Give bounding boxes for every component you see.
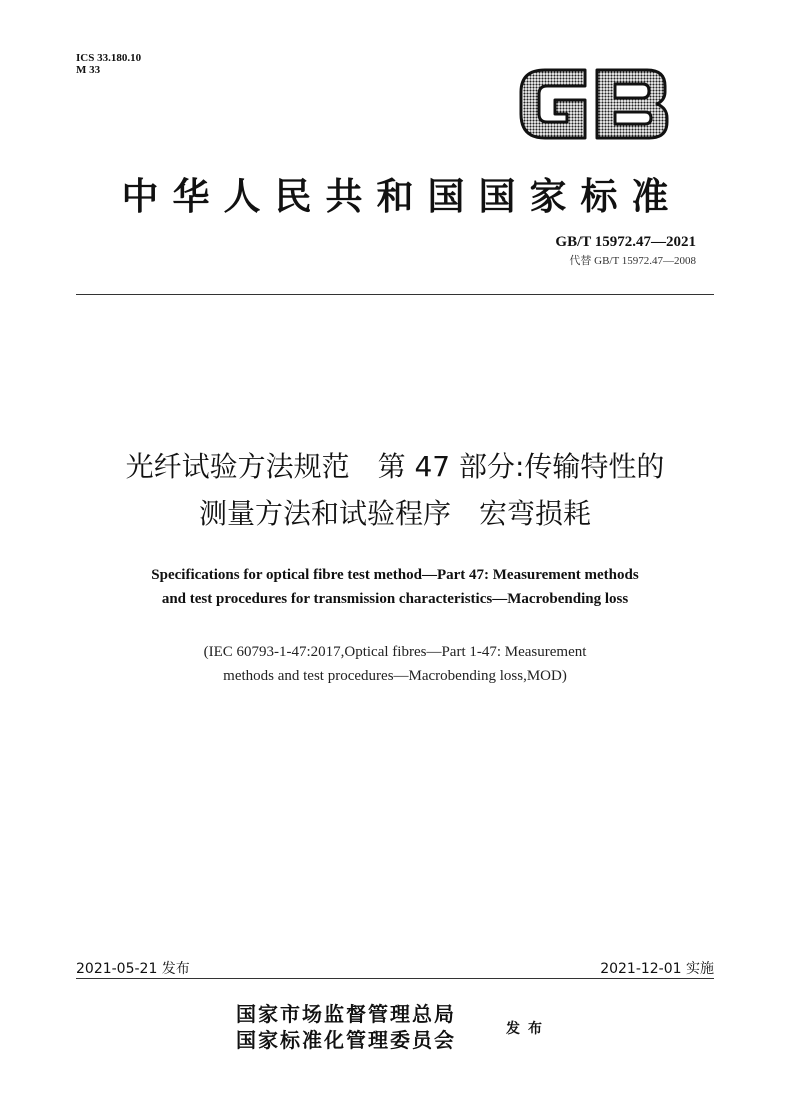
english-title-line-2: and test procedures for transmission characteristics—Macrobending loss: [161, 591, 629, 607]
iec-reference-line-1: (IEC 60793-1-47:2017,Optical fibres—Part 1-47: Measurement: [203, 644, 587, 660]
chinese-title: [0, 443, 790, 537]
ccs-code: M 33: [76, 64, 101, 76]
issue-date: 2021-05-21 发布: [76, 961, 190, 977]
gb-logo: [517, 62, 670, 144]
english-title: [0, 563, 790, 611]
iec-reference-line-2: methods and test procedures—Macrobending loss,MOD): [223, 668, 567, 684]
iec-reference: [0, 640, 790, 688]
chinese-title-line-1: 光纤试验方法规范 第 47 部分:传输特性的: [125, 450, 665, 483]
ics-code: ICS 33.180.10: [76, 52, 142, 64]
national-standard-title: 中华人民共和国国家标准: [121, 175, 683, 218]
replaces-standard: 代替 GB/T 15972.47—2008: [569, 255, 696, 267]
classification-codes: [76, 52, 141, 76]
publish-label: 发布: [506, 1021, 550, 1037]
issuer-samr: 国家市场监督管理总局: [236, 1002, 456, 1026]
implementation-date: 2021-12-01 实施: [600, 961, 714, 977]
standard-number: GB/T 15972.47—2021: [555, 234, 696, 250]
gb-logo-text: [593, 141, 594, 142]
issuer-sac: 国家标准化管理委员会: [236, 1028, 456, 1052]
header-divider: [76, 294, 714, 295]
issuing-authorities: [236, 1001, 456, 1053]
footer-divider: [76, 978, 714, 979]
chinese-title-line-2: 测量方法和试验程序 宏弯损耗: [198, 497, 591, 530]
english-title-line-1: Specifications for optical fibre test method—Part 47: Measurement methods: [151, 567, 639, 583]
